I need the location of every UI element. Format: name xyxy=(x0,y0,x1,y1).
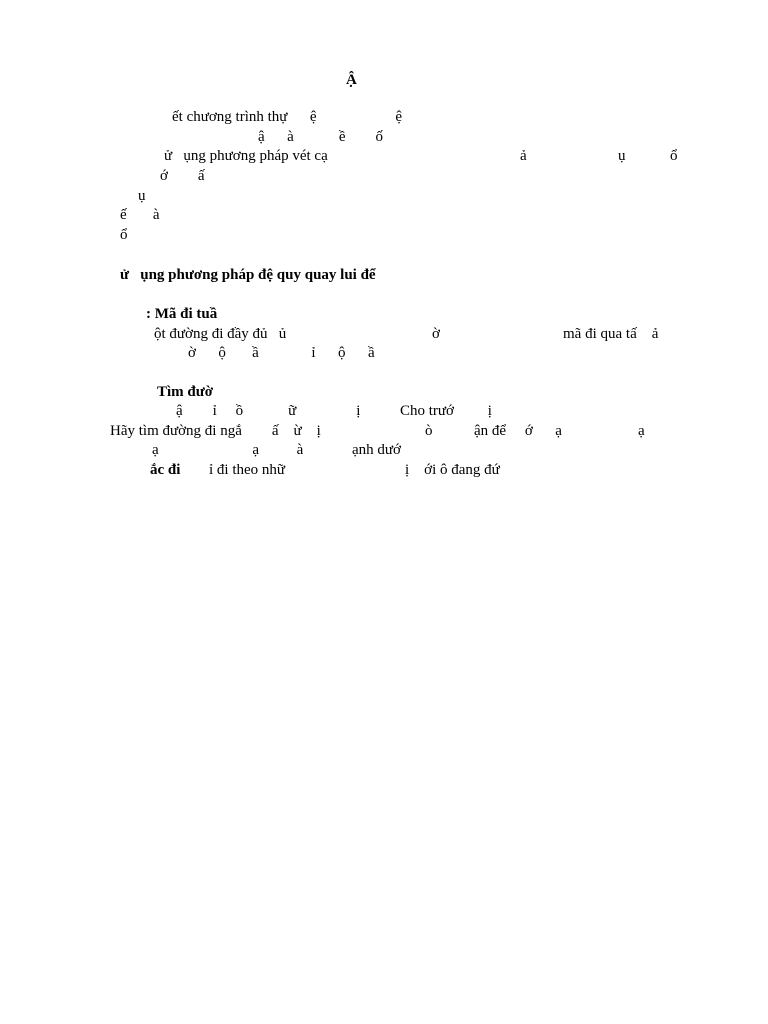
text-fragment: ận để ớ ạ xyxy=(474,423,562,439)
document-heading: Ậ xyxy=(346,72,357,88)
text-line: ớ ấ xyxy=(160,168,205,184)
problem-title: : Mã đi tuầ xyxy=(146,306,218,322)
text-line: ết chương trình thự ệ ệ xyxy=(172,109,402,125)
text-line: ử ụng phương pháp vét cạ xyxy=(164,148,328,164)
text-line: ế à xyxy=(120,207,160,223)
text-line: ột đường đi đầy đủ ủ xyxy=(154,326,287,342)
text-line: Hãy tìm đường đi ngắ ấ ừ ị xyxy=(110,423,321,439)
problem-title: Tìm đườ xyxy=(157,384,214,400)
text-fragment: Cho trướ ị xyxy=(400,403,492,419)
text-fragment: mã đi qua tấ ả xyxy=(563,326,659,342)
text-fragment: ỉ đi theo nhữ xyxy=(209,462,286,478)
text-fragment: ạ xyxy=(638,423,645,439)
section-heading: ử ụng phương pháp đệ quy quay lui để xyxy=(120,267,376,283)
text-line: ụ xyxy=(138,188,146,204)
text-line: ờ ộ ầ ỉ ộ ầ xyxy=(188,345,375,361)
text-fragment: ờ xyxy=(432,326,440,342)
text-fragment: ị ới ô đang đứ xyxy=(405,462,500,478)
text-fragment: ụ xyxy=(618,148,626,164)
text-fragment: ả xyxy=(520,148,527,164)
text-fragment: ổ xyxy=(670,148,678,164)
text-line: ạ ạ à ạnh dướ xyxy=(152,442,401,458)
bold-text: ắc đi xyxy=(150,462,181,478)
text-line: ậ à ề ố xyxy=(258,129,383,145)
text-line: ậ ỉ ồ ữ ị xyxy=(176,403,361,419)
text-fragment: ò xyxy=(425,423,433,439)
text-line: ổ xyxy=(120,227,128,243)
